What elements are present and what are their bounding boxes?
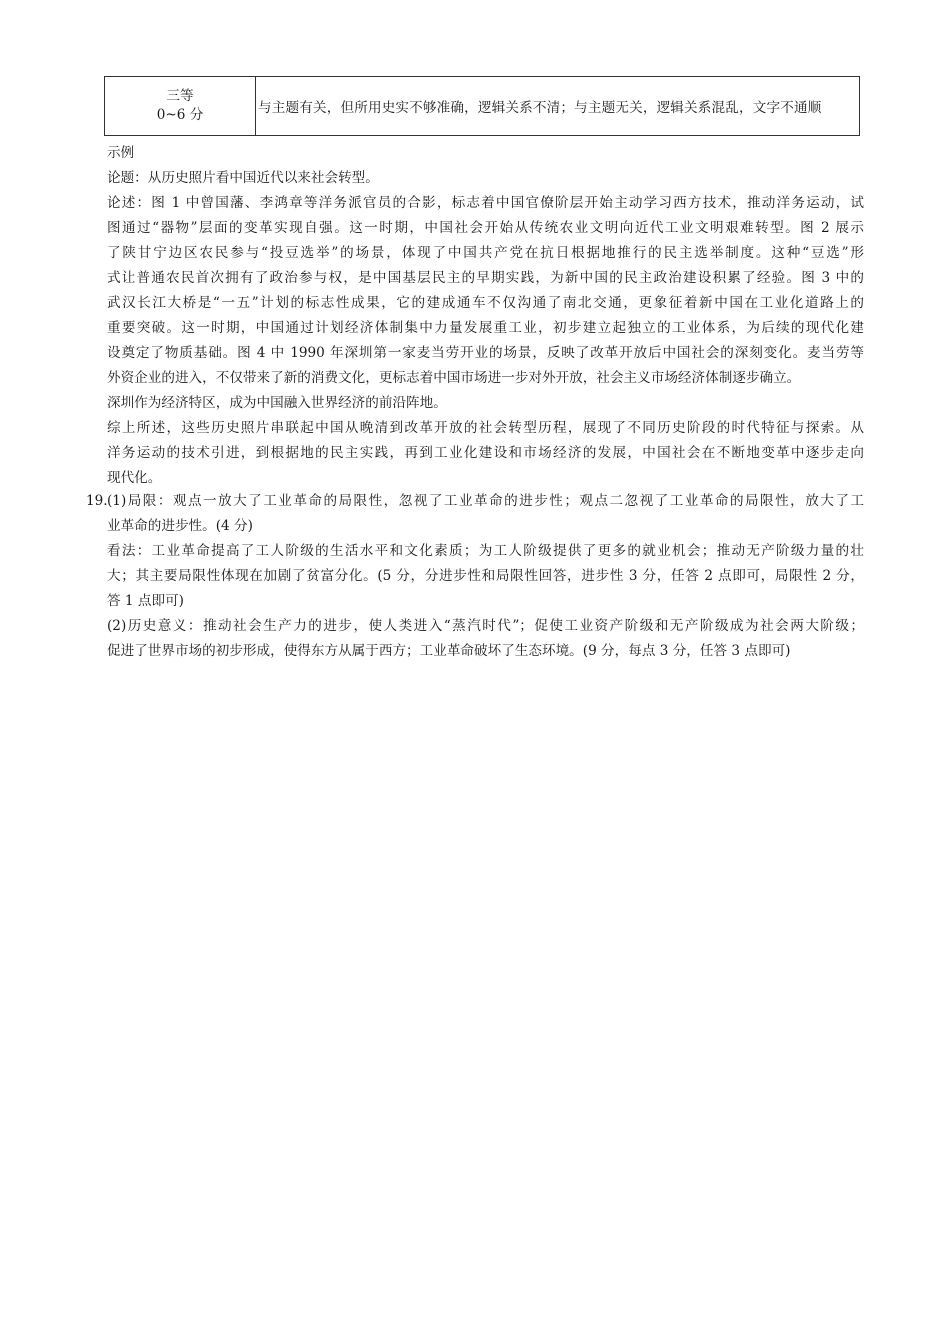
part1-line: (1)局限：观点一放大了工业革命的局限性，忽视了工业革命的进步性；观点二忽视了工业革命的局限性，放大了工 bbox=[107, 493, 864, 509]
example-topic: 论题：从历史照片看中国近代以来社会转型。 bbox=[107, 170, 379, 186]
argument-line: 武汉长江大桥是“一五”计划的标志性成果，它的建成通车不仅沟通了南北交通，更象征着新中国在工业化道路上的 bbox=[107, 295, 864, 311]
argument-line: 式让普通农民首次拥有了政治参与权，是中国基层民主的早期实践，为新中国的民主政治建设积累了经验。图 3 中的 bbox=[107, 270, 864, 286]
example-heading: 示例 bbox=[107, 145, 135, 161]
argument-line: 论述：图 1 中曾国藩、李鸿章等洋务派官员的合影，标志着中国官僚阶层开始主动学习西方技术，推动洋务运动，试 bbox=[107, 195, 864, 211]
grade-score: 0~6 分 bbox=[156, 107, 204, 123]
argument-line: 外资企业的进入，不仅带来了新的消费文化，更标志着中国市场进一步对外开放，社会主义市场经济体制逐步确立。 bbox=[107, 370, 801, 386]
part2-line: 促进了世界市场的初步形成，使得东方从属于西方；工业革命破坏了生态环境。(9 分，每点 3 分，任答 3 点即可) bbox=[107, 643, 791, 659]
example-section bbox=[107, 141, 864, 491]
argument-line: 深圳作为经济特区，成为中国融入世界经济的前沿阵地。 bbox=[107, 395, 447, 411]
view-line: 大；其主要局限性体现在加剧了贫富分化。(5 分，分进步性和局限性回答，进步性 3 分，任答 2 点即可，局限性 2 分， bbox=[107, 568, 864, 584]
part2-line: (2)历史意义：推动社会生产力的进步，使人类进入“蒸汽时代”；促使工业资产阶级和无产阶级成为社会两大阶级； bbox=[107, 618, 864, 634]
argument-line: 重要突破。这一时期，中国通过计划经济体制集中力量发展重工业，初步建立起独立的工业体系，为后续的现代化建 bbox=[107, 320, 864, 336]
summary-line: 洋务运动的技术引进，到根据地的民主实践，再到工业化建设和市场经济的发展，中国社会在不断地变革中逐步走向 bbox=[107, 445, 864, 461]
argument-line: 了陕甘宁边区农民参与“投豆选举”的场景，体现了中国共产党在抗日根据地推行的民主选举制度。这种“豆选”形 bbox=[107, 245, 864, 261]
grade-level-cell bbox=[105, 77, 256, 136]
grade-level: 三等 bbox=[166, 88, 194, 104]
question-19-answer bbox=[107, 489, 864, 664]
argument-line: 设奠定了物质基础。图 4 中 1990 年深圳第一家麦当劳开业的场景，反映了改革开放后中国社会的深刻变化。麦当劳等 bbox=[107, 345, 864, 361]
grading-table bbox=[104, 76, 860, 136]
grade-row-third bbox=[105, 77, 860, 136]
argument-line: 图通过“器物”层面的变革实现自强。这一时期，中国社会开始从传统农业文明向近代工业文明艰难转型。图 2 展示 bbox=[107, 220, 864, 236]
part1-line: 业革命的进步性。(4 分) bbox=[107, 518, 253, 534]
summary-line: 综上所述，这些历史照片串联起中国从晚清到改革开放的社会转型历程，展现了不同历史阶段的时代特征与探索。从 bbox=[107, 420, 864, 436]
grade-description: 与主题有关，但所用史实不够准确，逻辑关系不清；与主题无关，逻辑关系混乱，文字不通顺 bbox=[256, 77, 860, 136]
view-line: 答 1 点即可) bbox=[107, 593, 184, 609]
question-number: 19. bbox=[86, 493, 108, 509]
summary-line: 现代化。 bbox=[107, 470, 162, 486]
view-line: 看法：工业革命提高了工人阶级的生活水平和文化素质；为工人阶级提供了更多的就业机会；推动无产阶级力量的壮 bbox=[107, 543, 864, 559]
